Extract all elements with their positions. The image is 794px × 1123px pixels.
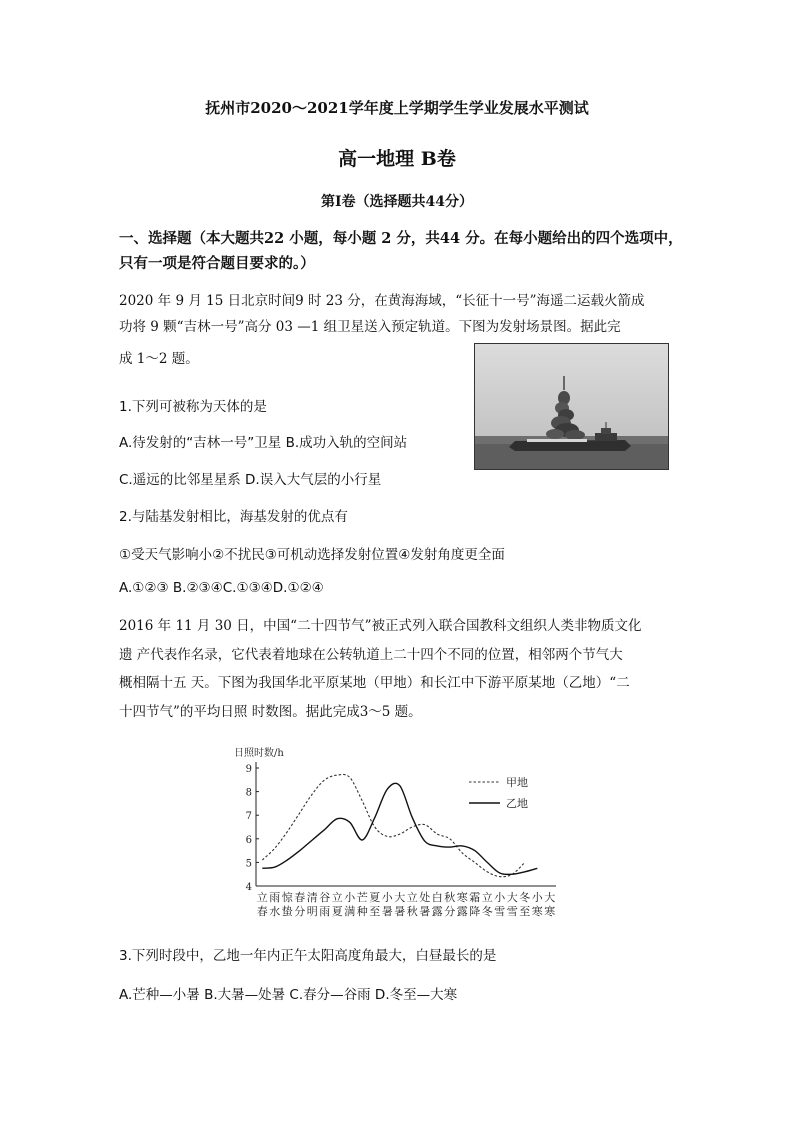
y-tick-label: 5 — [245, 858, 252, 870]
passage2-line4: 十四节气”的平均日照 时数图。据此完成3～5 题。 — [119, 704, 422, 720]
x-tick-label-top: 清 — [306, 891, 318, 904]
x-tick-label-top: 处 — [419, 891, 431, 904]
x-tick-label-bottom: 秋 — [406, 905, 418, 918]
x-tick-label-top: 谷 — [319, 891, 331, 904]
x-tick-label-bottom: 至 — [369, 905, 381, 918]
x-tick-label-bottom: 雨 — [319, 905, 331, 918]
y-tick-label: 9 — [245, 764, 252, 775]
sunshine-hours-chart — [228, 742, 568, 920]
legend-label: 甲地 — [506, 776, 528, 789]
x-tick-label-bottom: 蛰 — [281, 905, 293, 918]
q3-stem: 3.下列时段中，乙地一年内正午太阳高度角最大，白昼最长的是 — [119, 948, 497, 964]
x-tick-label-bottom: 雪 — [494, 905, 506, 918]
passage1-line2: 功将 9 颗“吉林一号”高分 03 —1 组卫星送入预定轨道。下图为发射场景图。据此完 — [119, 319, 621, 335]
x-tick-label-top: 夏 — [369, 891, 381, 904]
y-tick-label: 8 — [245, 787, 252, 799]
x-tick-label-bottom: 春 — [256, 905, 268, 918]
x-tick-label-bottom: 至 — [519, 905, 531, 918]
part-title: 第I卷（选择题共44分） — [320, 194, 474, 210]
x-tick-label-top: 雨 — [269, 891, 281, 904]
x-tick-label-top: 小 — [381, 891, 393, 904]
x-tick-label-top: 寒 — [456, 891, 468, 904]
section-instructions-line1: 一、选择题（本大题共22 小题，每小题 2 分，共44 分。在每小题给出的四个选项中， — [119, 230, 683, 247]
x-tick-label-bottom: 暑 — [381, 905, 393, 918]
x-tick-label-bottom: 雪 — [506, 905, 518, 918]
x-tick-label-top: 立 — [406, 891, 418, 904]
passage1-line3: 成 1～2 题。 — [119, 351, 199, 367]
x-tick-label-top: 小 — [494, 891, 506, 904]
passage2-line3: 概相隔十五 天。下图为我国华北平原某地（甲地）和长江中下游平原某地（乙地）“二 — [119, 675, 630, 691]
x-tick-label-top: 惊 — [281, 891, 293, 904]
x-tick-label-bottom: 分 — [294, 905, 306, 918]
x-tick-label-top: 大 — [544, 891, 556, 904]
x-tick-label-top: 秋 — [444, 891, 456, 904]
passage2-line2: 遗 产代表作名录，它代表着地球在公转轨道上二十四个不同的位置，相邻两个节气大 — [119, 647, 623, 663]
x-tick-label-bottom: 降 — [469, 905, 481, 918]
x-tick-label-bottom: 寒 — [531, 905, 543, 918]
x-tick-label-top: 立 — [481, 891, 493, 904]
passage2-line1: 2016 年 11 月 30 日，中国“二十四节气”被正式列入联合国教科文组织人类非物质文化 — [119, 618, 642, 634]
x-tick-label-top: 冬 — [519, 891, 531, 904]
x-tick-label-top: 大 — [506, 891, 518, 904]
x-tick-label-bottom: 寒 — [544, 905, 556, 918]
x-tick-label-top: 芒 — [356, 891, 368, 904]
x-tick-label-top: 小 — [531, 891, 543, 904]
x-tick-label-top: 小 — [344, 891, 356, 904]
y-tick-label: 4 — [245, 882, 252, 893]
series-line-yi — [262, 783, 537, 874]
q1-options-line1: A.待发射的“吉林一号”卫星 B.成功入轨的空间站 — [119, 435, 408, 451]
x-tick-label-top: 立 — [331, 891, 343, 904]
q3-options: A.芒种—小暑 B.大暑—处暑 C.春分—谷雨 D.冬至—大寒 — [119, 987, 458, 1003]
x-tick-label-top: 立 — [256, 891, 268, 904]
x-tick-label-top: 霜 — [469, 891, 481, 904]
paper-title: 高一地理 B卷 — [338, 148, 456, 170]
x-tick-label-bottom: 冬 — [481, 905, 493, 918]
x-tick-label-bottom: 满 — [344, 905, 356, 918]
x-tick-label-bottom: 水 — [269, 905, 281, 918]
x-tick-label-top: 春 — [294, 891, 306, 904]
y-axis-label: 日照时数/h — [234, 748, 284, 759]
x-tick-label-bottom: 种 — [356, 905, 368, 918]
passage1-line1: 2020 年 9 月 15 日北京时间9 时 23 分，在黄海海域，“长征十一号”海遥二运载火箭成 — [119, 293, 645, 309]
legend-label: 乙地 — [506, 797, 528, 810]
x-tick-label-bottom: 明 — [306, 905, 318, 918]
q2-options: A.①②③ B.②③④C.①③④D.①②④ — [119, 580, 324, 596]
exam-title: 抚州市2020～2021学年度上学期学生学业发展水平测试 — [205, 99, 589, 117]
q2-choices: ①受天气影响小②不扰民③可机动选择发射位置④发射角度更全面 — [119, 547, 505, 563]
section-instructions-line2: 只有一项是符合题目要求的。） — [119, 255, 315, 272]
x-tick-label-bottom: 暑 — [394, 905, 406, 918]
q2-stem: 2.与陆基发射相比，海基发射的优点有 — [119, 509, 348, 525]
rocket-launch-photo — [474, 343, 669, 470]
x-tick-label-bottom: 暑 — [419, 905, 431, 918]
x-tick-label-bottom: 分 — [444, 905, 456, 918]
x-tick-label-top: 白 — [431, 891, 443, 904]
x-tick-label-top: 大 — [394, 891, 406, 904]
y-tick-label: 6 — [245, 834, 252, 846]
q1-options-line2: C.遥远的比邻星星系 D.误入大气层的小行星 — [119, 472, 382, 488]
x-tick-label-bottom: 夏 — [331, 905, 343, 918]
x-tick-label-bottom: 露 — [456, 905, 468, 918]
y-tick-label: 7 — [245, 811, 252, 823]
q1-stem: 1.下列可被称为天体的是 — [119, 399, 267, 415]
x-tick-label-bottom: 露 — [431, 905, 443, 918]
